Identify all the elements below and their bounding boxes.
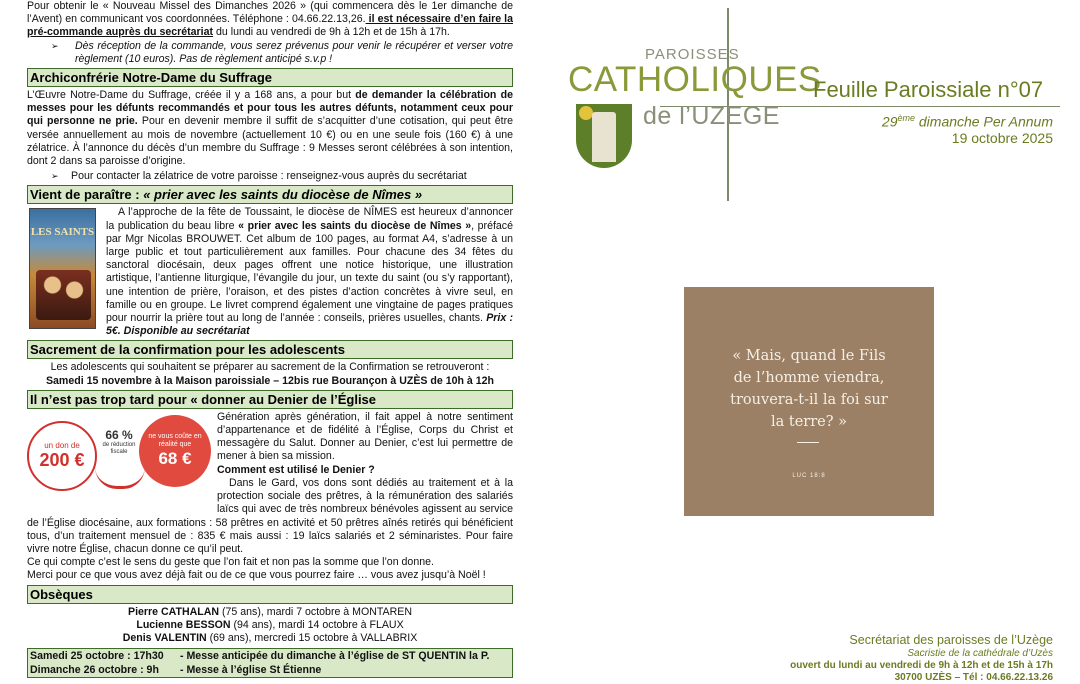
don-circle: un don de 200 € bbox=[27, 421, 97, 491]
agenda-row: Dimanche 26 octobre : 9h - Messe à l’église St Étienne bbox=[30, 664, 322, 677]
saints-figures bbox=[36, 270, 91, 320]
bulletin-title: Feuille Paroissiale n°07 bbox=[813, 77, 1044, 102]
section-title-obseques: Obsèques bbox=[27, 585, 513, 604]
arrow-icon: ➢ bbox=[51, 171, 59, 182]
denier-text4: Merci pour ce que vous avez déjà fait ou de ce que vous pourrez faire … vous avez jusqu’à Noël ! bbox=[27, 569, 486, 582]
quote-card bbox=[684, 287, 934, 516]
section-title-confirmation: Sacrement de la confirmation pour les adolescents bbox=[27, 340, 513, 359]
section-title-denier: Il n’est pas trop tard pour « donner au Denier de l’Église bbox=[27, 390, 513, 409]
book-cover-image: LES SAINTS bbox=[29, 208, 96, 329]
left-column bbox=[27, 0, 513, 675]
denier-infographic bbox=[27, 415, 211, 505]
sun-icon bbox=[579, 106, 593, 120]
secretariat-subtitle: Sacristie de la cathédrale d’Uzès bbox=[907, 648, 1053, 659]
coat-of-arms-icon bbox=[576, 104, 632, 168]
quote-divider bbox=[797, 442, 819, 443]
secretariat-block bbox=[790, 633, 1053, 684]
cout-circle: ne vous coûte en réalité que 68 € bbox=[139, 415, 211, 487]
secretariat-hours: ouvert du lundi au vendredi de 9h à 12h et de 15h à 17h bbox=[790, 660, 1053, 671]
liturgical-sunday: 29ème dimanche Per Annum bbox=[881, 113, 1053, 130]
bulletin-date: 19 octobre 2025 bbox=[951, 130, 1053, 146]
secretariat-contact: 30700 UZÈS – Tél : 04.66.22.13.26 bbox=[894, 672, 1053, 683]
obseques-item: Pierre CATHALAN (75 ans), mardi 7 octobre à MONTAREN bbox=[128, 605, 412, 618]
logo-paroisses: PAROISSES bbox=[645, 46, 740, 63]
arrow-icon: ➢ bbox=[51, 40, 59, 51]
missel-bullet: ➢ Dès réception de la commande, vous serez prévenus pour venir le récupérer et verser votre règlement (10 euros). Pas de règlement anticipé s.v.p ! bbox=[51, 39, 513, 65]
confirmation-line1: Les adolescents qui souhaitent se préparer au sacrement de la Confirmation se retrouveront : bbox=[50, 361, 490, 374]
denier-subtitle: Comment est utilisé le Denier ? bbox=[217, 463, 375, 476]
tower-icon bbox=[592, 112, 616, 162]
agenda-box bbox=[27, 648, 513, 678]
obseques-item: Lucienne BESSON (94 ans), mardi 14 octobre à FLAUX bbox=[136, 618, 404, 631]
reduction-label: 66 % de réduction fiscale bbox=[102, 427, 136, 456]
logo-de-uzege: de l’UZEGE bbox=[643, 102, 780, 130]
confirmation-line2: Samedi 15 novembre à la Maison paroissiale – 12bis rue Bourançon à UZÈS de 10h à 12h bbox=[45, 374, 495, 387]
logo-catholiques: CATHOLIQUES bbox=[568, 60, 822, 99]
denier-text3: Ce qui compte c’est le sens du geste que l’on fait et non pas la somme que l’on donne. bbox=[27, 556, 434, 569]
archiconfrerie-text: L’Œuvre Notre-Dame du Suffrage, créée il y a 168 ans, a pour but de demander la célébration de messes pour les défunts recommandés et pour tous les autres défunts, notamment ceux pour qui personne ne prie. Pour en devenir membre il suffit de s’acquitter d’une cotisation, qui peut être versée annuellement au mois de novembre (actuellement 10 €) ou en une seule fois (160 €) à une zélatrice. À l’annonce du décès d’un membre du Suffrage : 9 Messes seront célébrées à son intention, dont 2 dans sa paroisse d’origine. bbox=[27, 89, 513, 168]
curved-arrow-icon bbox=[95, 467, 145, 489]
missel-section bbox=[27, 0, 513, 66]
agenda-row: Samedi 25 octobre : 17h30 - Messe anticipée du dimanche à l’église de ST QUENTIN la P. bbox=[30, 650, 490, 663]
quote-reference: LUC 18:8 bbox=[792, 473, 826, 479]
section-title-parution: Vient de paraître : « prier avec les saints du diocèse de Nîmes » bbox=[27, 185, 513, 204]
quote-text: « Mais, quand le Fils de l’homme viendra, trouvera-t-il la foi sur la terre? » bbox=[730, 348, 888, 430]
missel-text: Pour obtenir le « Nouveau Missel des Dimanches 2026 » (qui commencera dès le 1er dimanche de l’Avent) en communicant vos coordonnées. Téléphone : 04.66.22.13,26. il est nécessaire d’en faire la pré-commande auprès du secrétariat du lundi au vendredi de 9h à 12h et de 15h à 17h. bbox=[27, 0, 513, 39]
archiconfrerie-bullet: ➢ Pour contacter la zélatrice de votre paroisse : renseignez-vous auprès du secrétariat bbox=[51, 170, 467, 183]
denier-block: un don de 200 € 66 % de réduction fiscale ne vous coûte en réalité que 68 € Génération après génération, il fait appel à notre sentiment d’appartenance et de fidélité à l’Église, Corps du Christ et messagère du Salut. Donner au Denier, c’est lui permettre de mener à bien sa mission. Comment est utilisé le Denier ? Dans le Gard, vos dons sont dédiés au traitement et à la protection sociale des prêtres, à la rémunération des salariés laïcs qui avec de très nombreux bénévoles agissent au service de l’Église diocésaine, aux formations : 58 prêtres en activité et 50 prêtres aînés retirés qui bénéficient tous, d’un traitement mensuel de : 835 € mais aussi : 19 laïcs salariés et 2 séminaristes. Pour faire vivre notre Église, chacun donne ce qu’il peut. bbox=[27, 410, 513, 555]
parution-block: LES SAINTS A l’approche de la fête de Toussaint, le diocèse de NÎMES est heureux d’annoncer la publication du beau libre « prier avec les saints du diocèse de Nîmes », préfacé par Mgr Nicolas BROUWET. Cet album de 100 pages, au format A4, s’adresse à un large public et tout particulièrement aux familles. Pour chacune des 34 fêtes du sanctoral diocésain, deux pages offrent une notice historique, une illustration artistique, l’antienne liturgique, l’évangile du jour, un texte du saint (ou s’y rapportant), une intention de prière, l’oraison, et des pistes d’action concrètes à vivre seul, en famille ou en groupe. Le livret comprend également une vingtaine de pages pratiques pour nourrir la prière tout au long de l’année : conseils, prières usuelles, chants. Prix : 5€. Disponible au secrétariat bbox=[30, 206, 513, 338]
secretariat-title: Secrétariat des paroisses de l’Uzège bbox=[849, 633, 1053, 647]
obseques-item: Denis VALENTIN (69 ans), mercredi 15 octobre à VALLABRIX bbox=[122, 631, 418, 644]
section-title-archiconfrerie: Archiconfrérie Notre-Dame du Suffrage bbox=[27, 68, 513, 87]
